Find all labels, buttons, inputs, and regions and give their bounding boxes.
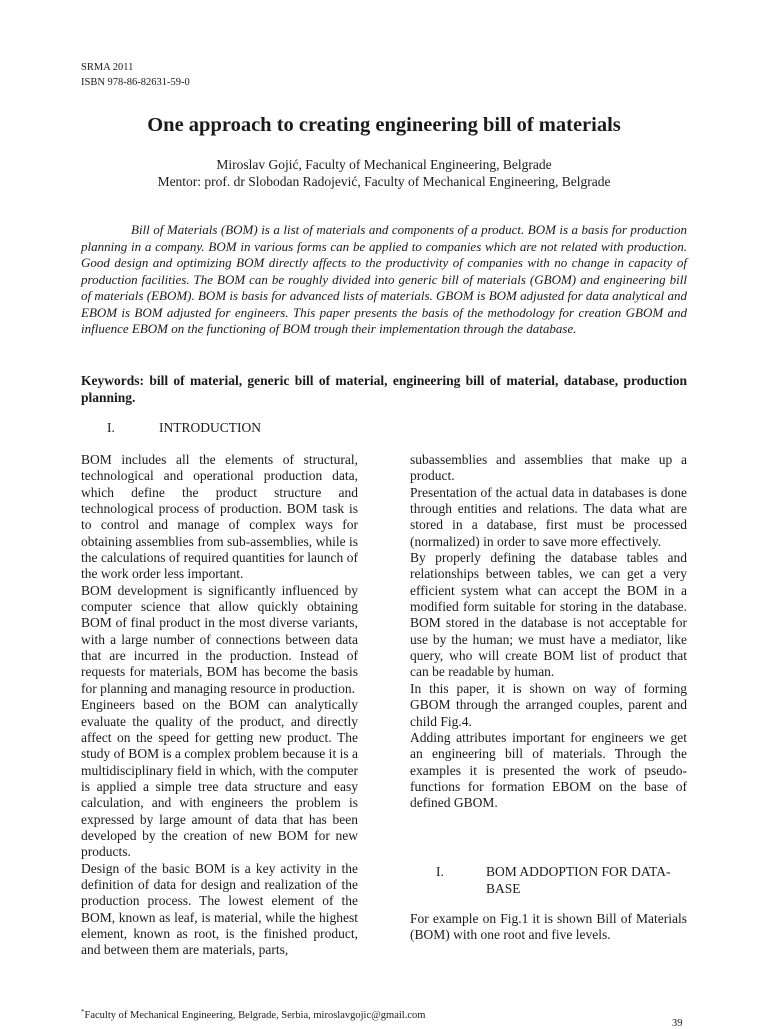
paragraph: Adding attributes important for engineers we get an engineering bill of materials. Through the examples it is presented the work of pseudo-functions for formation EBOM on the base of defined GBOM. — [410, 729, 687, 811]
footnote-marker: * — [81, 1008, 85, 1016]
right-column-continued — [410, 911, 687, 944]
isbn-label: ISBN 978-86-82631-59-0 — [81, 77, 190, 88]
paragraph: Engineers based on the BOM can analytically evaluate the quality of the product, and directly affect on the speed for getting new product. The study of BOM is a complex problem because it is a multidisciplinary field in which, with the computer is applied a simple tree data structure and easy calculation, and with engineers the problem is expressed by large amount of data that has been developed by the creation of new BOM for new products. — [81, 697, 358, 860]
right-column — [410, 452, 687, 812]
publication-meta — [81, 60, 190, 90]
paragraph: BOM development is significantly influenced by computer science that allow quickly obtaining BOM of final product in the most diverse variants, with a large number of connections between data that are incurred in the production. Instead of requests for materials, BOM has become the basis for planning and managing resource in production. — [81, 582, 358, 696]
keywords: Keywords: bill of material, generic bill of material, engineering bill of material, database, production planning. — [81, 373, 687, 405]
left-column — [81, 452, 358, 959]
section-title: INTRODUCTION — [159, 420, 261, 435]
section-heading-introduction — [107, 419, 261, 436]
paragraph: By properly defining the database tables and relationships between tables, we can get a very efficient system what can accept the BOM in a modified form suitable for storing in the database. BOM stored in the database is not acceptable for use by the human; we must have a mediator, like query, who will create BOM list of product that can be readable by human. — [410, 550, 687, 680]
paragraph: Presentation of the actual data in databases is done through entities and relations. The data what are stored in a database, first must be processed (normalized) in order to save more effectively. — [410, 484, 687, 549]
mentor-line: Mentor: prof. dr Slobodan Radojević, Faculty of Mechanical Engineering, Belgrade — [157, 174, 611, 189]
section-title: BOM ADDOPTION FOR DATA-BASE — [486, 864, 671, 896]
paragraph: In this paper, it is shown on way of forming GBOM through the arranged couples, parent and child Fig.4. — [410, 680, 687, 729]
conference-label: SRMA 2011 — [81, 62, 134, 73]
paragraph: Design of the basic BOM is a key activity in the definition of data for design and realization of the production process. The lowest element of the BOM, known as leaf, is material, while the highest element, known as root, is the finished product, and between them are materials, parts, — [81, 860, 358, 958]
paper-title: One approach to creating engineering bill of materials — [147, 114, 621, 136]
paragraph: For example on Fig.1 it is shown Bill of Materials (BOM) with one root and five levels. — [410, 911, 687, 943]
author-line: Miroslav Gojić, Faculty of Mechanical Engineering, Belgrade — [216, 157, 552, 172]
abstract: Bill of Materials (BOM) is a list of materials and components of a product. BOM is a basis for production planning in a company. BOM in various forms can be applied to companies which are not related with production. Good design and optimizing BOM directly affects to the productivity of companies with no change in capacity of production facilities. The BOM can be roughly divided into generic bill of materials (GBOM) and engineering bill of materials (EBOM). BOM is basis for advanced lists of materials. GBOM is BOM adjusted for data analytical and EBOM is BOM adjusted for engineers. This paper presents the basis of the methodology for creation GBOM and influence EBOM on the functioning of BOM trough their implementation through the database. — [81, 222, 687, 336]
footnote — [81, 1008, 425, 1021]
paragraph: BOM includes all the elements of structural, technological and operational production data, which define the product structure and technological process of production. BOM task is to control and manage of complex ways for obtaining assemblies from sub-assemblies, while is the calculations of required quantities for launch of the work order less important. — [81, 452, 358, 582]
paragraph: subassemblies and assemblies that make up a product. — [410, 452, 687, 484]
footnote-text: Faculty of Mechanical Engineering, Belgrade, Serbia, miroslavgojic@gmail.com — [84, 1010, 426, 1021]
section-number: I. — [436, 864, 444, 879]
author-block — [0, 156, 768, 190]
page-number: 39 — [672, 1018, 683, 1029]
section-number: I. — [107, 420, 115, 435]
